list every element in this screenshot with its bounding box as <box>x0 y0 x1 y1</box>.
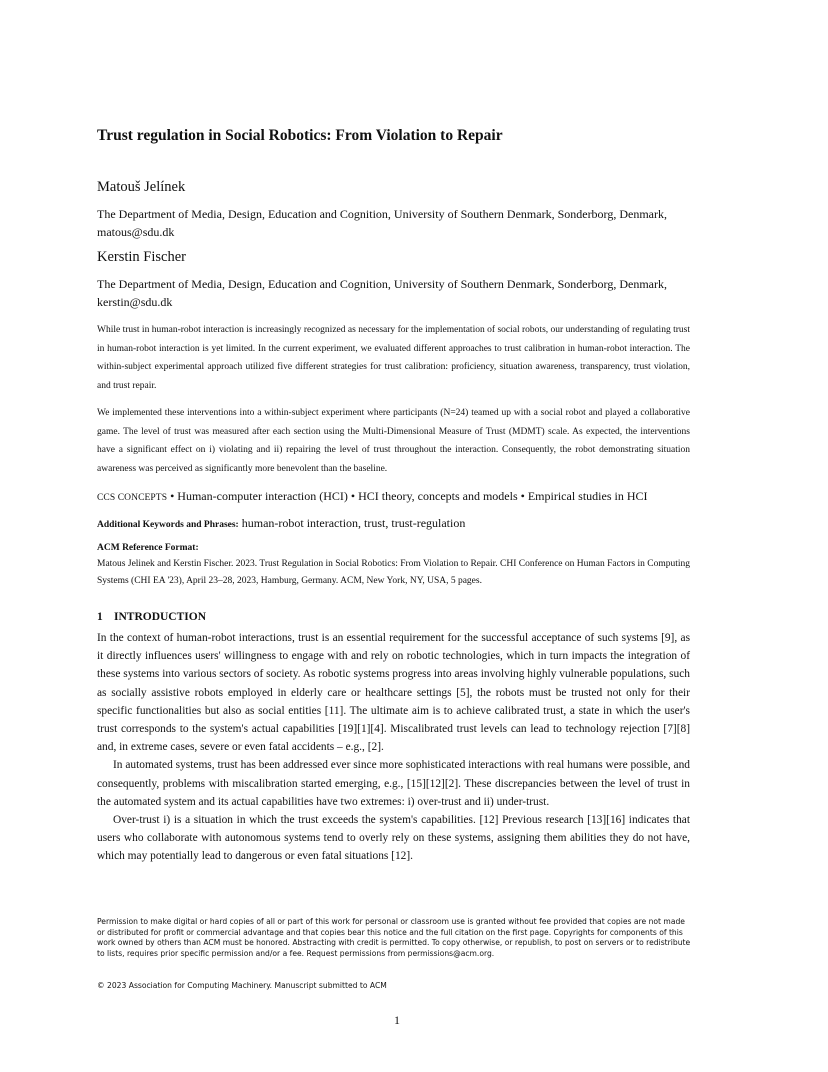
keywords-label: Additional Keywords and Phrases: <box>97 520 239 530</box>
intro-paragraph-1: In the context of human-robot interactions, trust is an essential requirement for the successful acceptance of such systems [9], as it directly influences users' willingness to engage with and rely on robotic technologies, which in turn impacts the integration of these systems into various sectors of society. As robotic systems progress into areas involving highly vulnerable populations, such as socially assistive robots employed in elderly care or healthcare settings [5], the robots must be trusted not only for their specific functionalities but also as social entities [11]. The ultimate aim is to achieve calibrated trust, a state in which the user's trust corresponds to the system's actual capabilities [19][1][4]. Miscalibrated trust levels can lead to technology rejection [7][8] and, in extreme cases, severe or even fatal accidents – e.g., [2]. <box>97 632 690 754</box>
abstract-paragraph-1: While trust in human-robot interaction is increasingly recognized as necessary for the implementation of social robots, our understanding of regulating trust in human-robot interaction is yet limited. In the current experiment, we evaluated different approaches to trust calibration in human-robot interaction. The within-subject experimental approach utilized five different strategies for trust calibration: proficiency, situation awareness, transparency, trust violation, and trust repair. <box>97 325 690 391</box>
author-affiliation-1: The Department of Media, Design, Education and Cognition, University of Southern Denmark, Sonderborg, Denmark, <box>97 207 667 221</box>
author-name-1: Matouš Jelínek <box>97 179 186 195</box>
section-number: 1 <box>97 611 103 623</box>
page-number: 1 <box>394 1013 400 1027</box>
keywords <box>97 515 690 533</box>
paper-title: Trust regulation in Social Robotics: From Violation to Repair <box>97 127 503 144</box>
ccs-text: • Human-computer interaction (HCI) • HCI theory, concepts and models • Empirical studies in HCI <box>170 489 648 503</box>
author-name-2: Kerstin Fischer <box>97 249 186 265</box>
abstract-paragraph-2: We implemented these interventions into a within-subject experiment where participants (N=24) teamed up with a social robot and played a collaborative game. The level of trust was measured after each section using the Multi-Dimensional Measure of Trust (MDMT) scale. As expected, the interventions have a significant effect on i) violating and ii) repairing the level of trust throughout the interaction. Consequently, the robot demonstrating situation awareness was perceived as significantly more benevolent than the baseline. <box>97 408 690 474</box>
reference-text: Matous Jelinek and Kerstin Fischer. 2023. Trust Regulation in Social Robotics: From Violation to Repair. CHI Conference on Human Factors in Computing Systems (CHI EA '23), April 23–28, 2023, Hamburg, Germany. ACM, New York, NY, USA, 5 pages. <box>97 559 690 586</box>
author-email-1: matous@sdu.dk <box>97 225 175 239</box>
author-affiliation-2: The Department of Media, Design, Education and Cognition, University of Southern Denmark, Sonderborg, Denmark, <box>97 277 667 291</box>
introduction-body <box>97 629 690 866</box>
author-email-2: kerstin@sdu.dk <box>97 295 173 309</box>
section-heading <box>97 609 690 625</box>
intro-paragraph-3: Over-trust i) is a situation in which the trust exceeds the system's capabilities. [12] Previous research [13][16] indicates that users who collaborate with autonomous systems tend to overly rely on these systems, assigning them abilities they do not have, which may potentially lead to dangerous or even fatal situations [12]. <box>97 814 690 863</box>
keywords-text: human-robot interaction, trust, trust-regulation <box>241 516 466 530</box>
section-title: INTRODUCTION <box>114 611 207 623</box>
ccs-concepts <box>97 488 690 506</box>
reference-heading: ACM Reference Format: <box>97 543 199 553</box>
intro-paragraph-2: In automated systems, trust has been addressed ever since more sophisticated interactions with real humans were possible, and consequently, problems with miscalibration started emerging, e.g., [15][12][2]. These discrepancies between the level of trust in the automated system and its actual capabilities have two extremes: i) over-trust and ii) under-trust. <box>97 759 690 808</box>
copyright-notice: © 2023 Association for Computing Machinery. Manuscript submitted to ACM <box>97 981 387 990</box>
ccs-label: CCS CONCEPTS <box>97 493 168 503</box>
permission-notice: Permission to make digital or hard copies of all or part of this work for personal or classroom use is granted without fee provided that copies are not made or distributed for profit or commercial advantage and that copies bear this notice and the full citation on the first page. Copyrights for components of this work owned by others than ACM must be honored. Abstracting with credit is permitted. To copy otherwise, or republish, to post on servers or to redistribute to lists, requires prior specific permission and/or a fee. Request permissions from permissions@acm.org. <box>97 917 691 958</box>
